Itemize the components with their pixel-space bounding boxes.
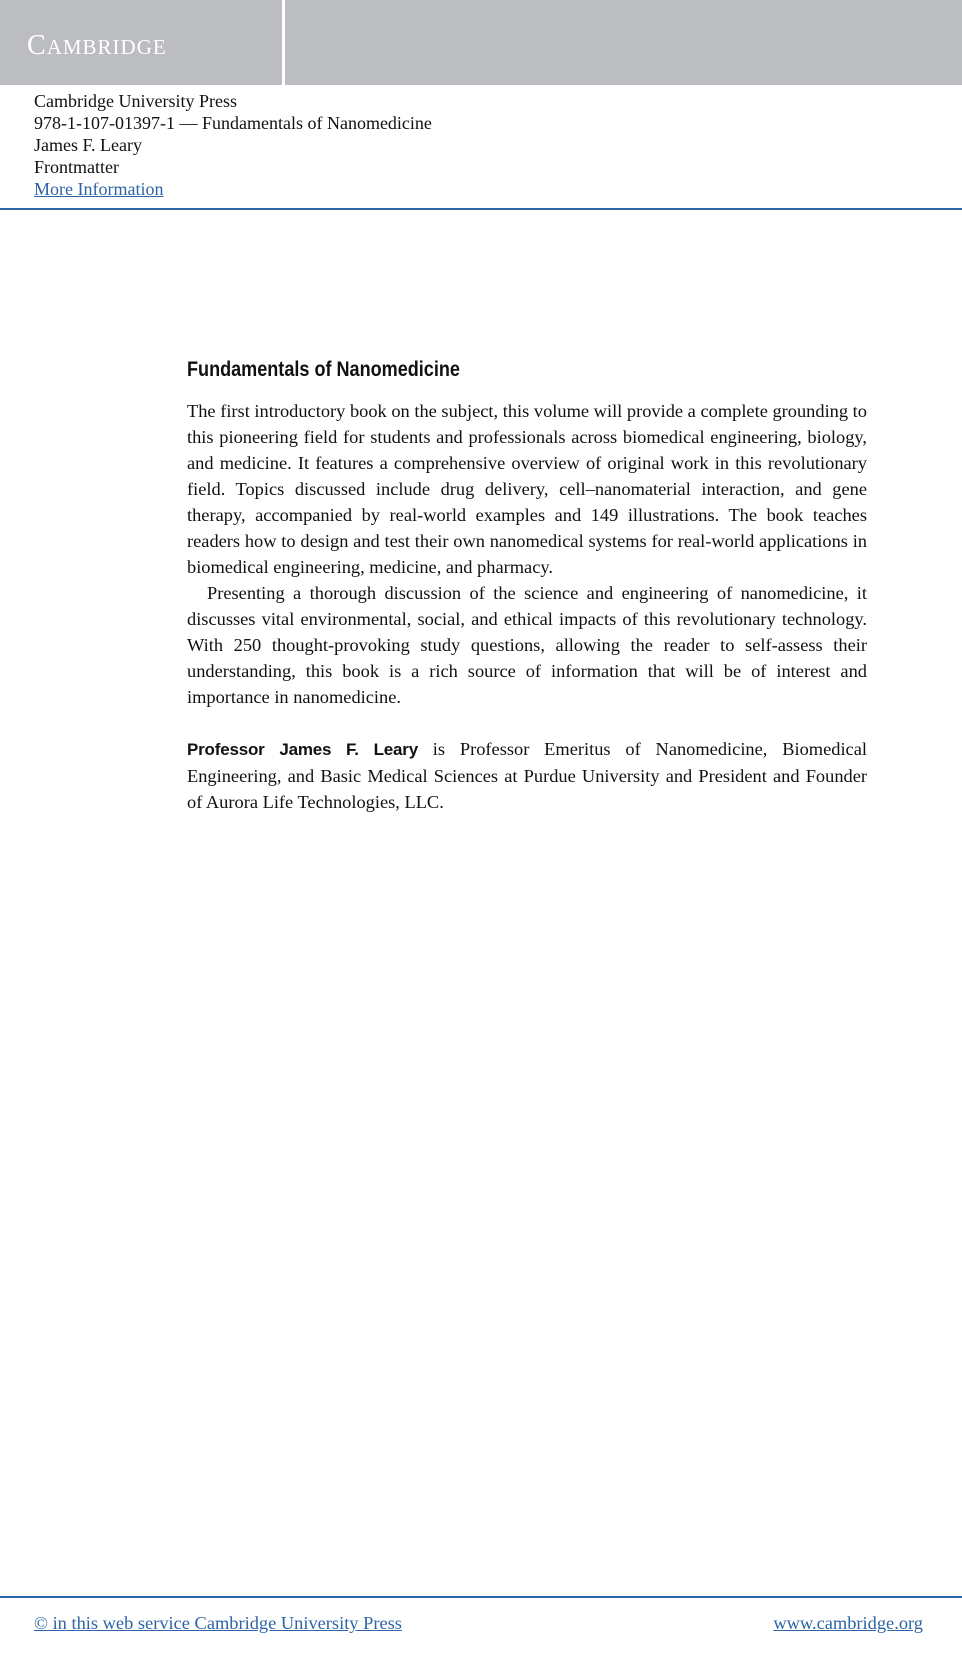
- copyright-link[interactable]: © in this web service Cambridge University Press: [34, 1613, 402, 1633]
- footer-rule: [0, 1596, 962, 1598]
- author-name: James F. Leary: [34, 135, 143, 155]
- book-metadata: [34, 90, 432, 200]
- bio-text: is Professor Emeritus of Nanomedicine, Biomedical Engineering, and Basic Medical Sciences at Purdue University and President and Founder of Aurora Life Technologies, LLC.: [187, 739, 867, 812]
- page-title: Fundamentals of Nanomedicine: [187, 358, 460, 381]
- description-paragraph-2: Presenting a thorough discussion of the science and engineering of nanomedicine, it discusses vital environmental, social, and ethical impacts of this revolutionary technology. With 250 thought-provoking study questions, allowing the reader to self-assess their understanding, this book is a rich source of information that will be of interest and importance in nanomedicine.: [187, 583, 867, 707]
- logo-text: cambridge: [27, 17, 167, 63]
- cambridge-logo: [0, 0, 282, 85]
- bio-author-name: Professor James F. Leary: [187, 740, 418, 759]
- publisher-name: Cambridge University Press: [34, 91, 237, 111]
- more-information-link[interactable]: More Information: [34, 179, 164, 199]
- description-paragraph-1: The first introductory book on the subject, this volume will provide a complete grounding to this pioneering field for students and professionals across biomedical engineering, biology, and medicine. It features a comprehensive overview of original work in this revolutionary field. Topics discussed include drug delivery, cell–nanomaterial interaction, and gene therapy, accompanied by real-world examples and 149 illustrations. The book teaches readers how to design and test their own nanomedical systems for real-world applications in biomedical engineering, medicine, and pharmacy.: [187, 401, 867, 577]
- logo-divider: [282, 0, 285, 85]
- section-name: Frontmatter: [34, 157, 119, 177]
- header-band: [0, 0, 962, 85]
- cambridge-site-link[interactable]: www.cambridge.org: [773, 1613, 923, 1633]
- header-rule: [0, 208, 962, 210]
- main-content: [187, 356, 867, 833]
- isbn-title: 978-1-107-01397-1 — Fundamentals of Nanomedicine: [34, 113, 432, 133]
- author-bio: [187, 736, 867, 815]
